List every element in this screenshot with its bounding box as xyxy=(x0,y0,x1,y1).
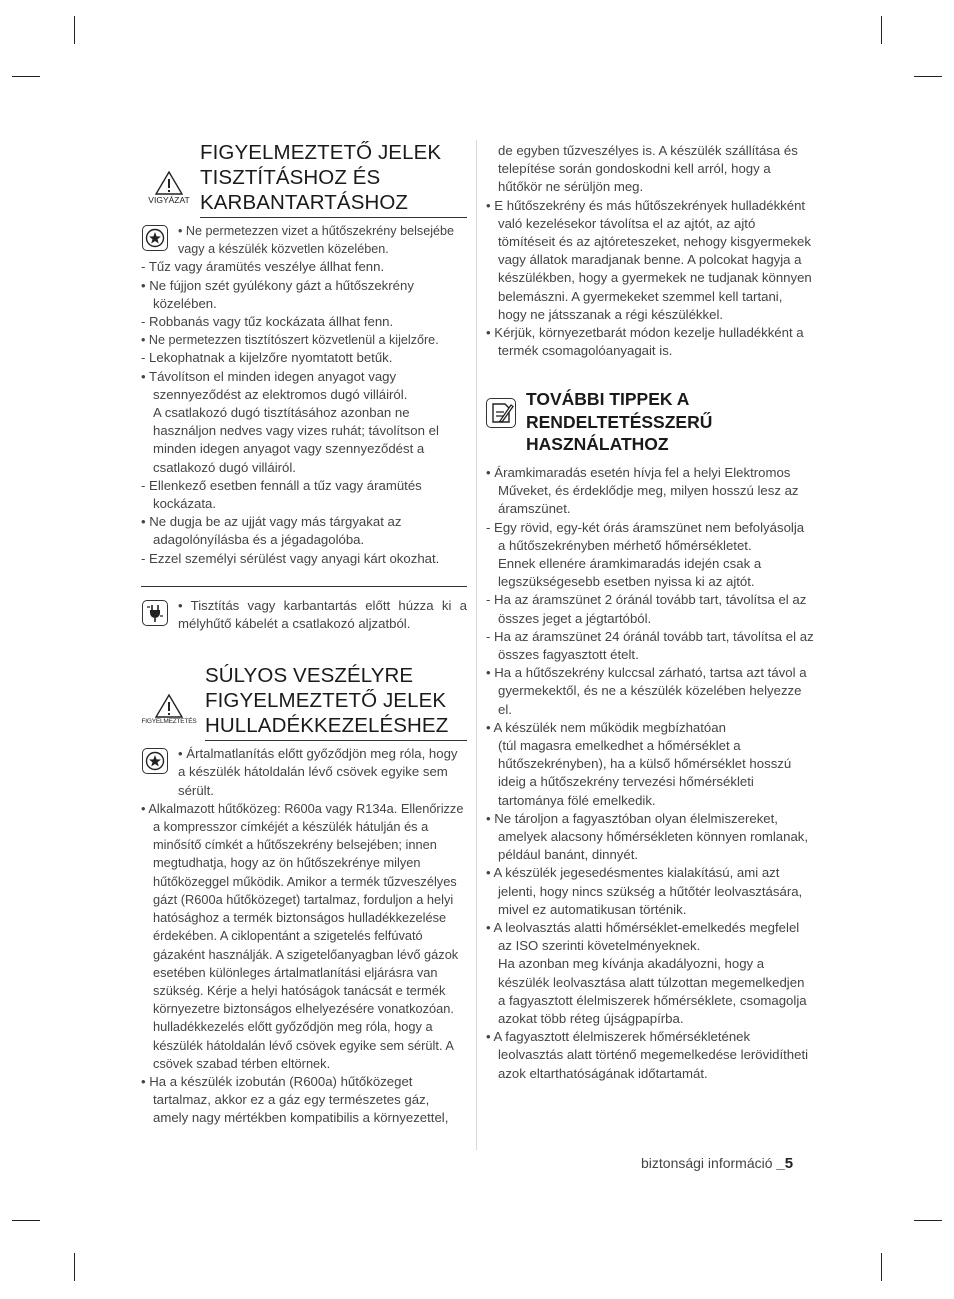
section-body xyxy=(486,197,814,361)
unplug-icon xyxy=(142,600,168,626)
unplug-note xyxy=(141,597,467,633)
list-item: Ha azonban meg kívánja akadályozni, hogy a készülék leolvasztása alatt túlzottan megemelkedjen a fagyasztott élelmiszerek hőmérséklete, csomagolja azokat több réteg újságpapírba. xyxy=(498,956,807,1027)
separator-rule xyxy=(141,586,467,587)
section-body xyxy=(486,464,814,1083)
list-item: - Ellenkező esetben fennáll a tűz vagy áramütés kockázata. xyxy=(141,477,422,512)
list-item: - Ha az áramszünet 24 óránál tovább tart, távolítsa el az összes fagyasztott ételt. xyxy=(486,628,814,662)
list-item: • Ártalmatlanítás előtt győződjön meg róla, hogy a készülék hátoldalán lévő csövek egyike sem sérült. xyxy=(178,746,458,798)
list-item: - Egy rövid, egy-két órás áramszünet nem befolyásolja a hűtőszekrényben mérhető hőmérsékletet. xyxy=(486,519,805,553)
crop-mark xyxy=(881,1253,882,1281)
crop-mark xyxy=(12,76,40,77)
crop-mark xyxy=(74,16,75,44)
list-item: • Ne permetezzen vizet a hűtőszekrény belsejébe vagy a készülék közvetlen közelében. xyxy=(178,224,455,257)
page-footer xyxy=(641,1155,793,1172)
paragraph: de egyben tűzveszélyes is. A készülék szállítása és telepítése során gondoskodni kell arról, hogy a hűtőkör ne sérüljön meg. xyxy=(498,143,798,195)
list-item: • A leolvasztás alatti hőmérséklet-emelkedés megfelel az ISO szerinti követelményeknek. xyxy=(486,920,800,954)
warning-triangle-icon xyxy=(141,171,197,205)
list-item: • Áramkimaradás esetén hívja fel a helyi Elektromos Műveket, és érdeklődje meg, milyen hosszú lesz az áramszünet. xyxy=(486,464,799,517)
list-item: • A készülék nem működik megbízhatóan xyxy=(486,719,726,735)
page-number: _5 xyxy=(776,1155,794,1172)
warning-caption: FIGYELMEZTETÉS xyxy=(141,718,197,726)
list-item: • Ha a hűtőszekrény kulccsal zárható, tartsa azt távol a gyermekektől, és ne a készülék közelében helyezze el. xyxy=(486,665,807,717)
star-icon xyxy=(142,748,168,774)
list-item: • Ha a készülék izobután (R600a) hűtőközeget tartalmaz, akkor ez a gáz egy természetes gáz, amely nagy mértékben kompatibilis a környezettel, xyxy=(141,1073,449,1126)
list-item: • Távolítson el minden idegen anyagot vagy szennyeződést az elektromos dugó villáiról. xyxy=(141,368,408,402)
list-item: • A készülék jegesedésmentes kialakítású, ami azt jelenti, hogy nincs szükség a hűtőtér leolvasztására, mivel ez automatikusan történik. xyxy=(486,865,803,917)
list-item: Ennek ellenére áramkimaradás idején csak a legszükségesebb esetben nyissa ki az ajtót. xyxy=(498,555,762,590)
crop-mark xyxy=(74,1253,75,1281)
crop-mark xyxy=(914,76,942,77)
list-item: - Ha az áramszünet 2 óránál tovább tart, távolítsa el az összes jeget a jégtartóból. xyxy=(486,592,807,626)
list-item: • Tisztítás vagy karbantartás előtt húzza ki a mélyhűtő kábelét a csatlakozó aljzatból. xyxy=(178,597,467,632)
crop-mark xyxy=(914,1220,942,1221)
section-title: FIGYELMEZTETŐ JELEK TISZTÍTÁSHOZ ÉS KARBANTARTÁSHOZ xyxy=(200,141,442,214)
footer-label: biztonsági információ xyxy=(641,1155,773,1171)
list-item: • Ne permetezzen tisztítószert közvetlenül a kijelzőre. xyxy=(141,333,439,348)
left-column xyxy=(141,140,467,1128)
section-heading-tips xyxy=(486,388,814,456)
list-item: • Ne tároljon a fagyasztóban olyan élelmiszereket, amelyek alacsony hőmérsékleten könnyen romlanak, például banánt, dinnyét. xyxy=(486,810,809,863)
list-item: - Ezzel személyi sérülést vagy anyagi kárt okozhat. xyxy=(141,550,440,566)
list-item: • Ne dugja be az ujját vagy más tárgyakat az adagolónyílásba és a jégadagolóba. xyxy=(141,514,402,548)
list-item: (túl magasra emelkedhet a hőmérséklet a hűtőszekrényben), ha a külső hőmérséklet hosszú ideig a hűtőszekrény tervezési hőmérsékleti tartománya fölé emelkedik. xyxy=(498,737,792,808)
list-item: • E hűtőszekrény és más hűtőszekrények hulladékként való kezelésekor távolítsa el az ajtót, az ajtó tömítéseit és az ajtóreteszeket, nehogy kisgyermekek vagy állatok maradjanak benne. A polcokat hagyja a készülékben, hogy a gyermekek ne tudjanak könnyen belemászni. A gyermekeket szemmel kell tartani, hogy ne játsszanak a régi készülékkel. xyxy=(486,197,812,322)
heading-rule xyxy=(200,217,467,218)
section-body xyxy=(141,745,467,1127)
list-item: • Ne fújjon szét gyúlékony gázt a hűtőszekrény közelében. xyxy=(141,277,414,311)
list-item: • A fagyasztott élelmiszerek hőmérsékletének leolvasztás alatt történő megemelkedése lerövidítheti azok eltarthatóságának időtartamát. xyxy=(486,1029,809,1081)
crop-mark xyxy=(881,16,882,44)
section-heading-cleaning xyxy=(141,140,467,218)
list-item: • Kérjük, környezetbarát módon kezelje hulladékként a termék csomagolóanyagait is. xyxy=(486,325,804,359)
column-divider xyxy=(476,140,477,1150)
list-item: - Robbanás vagy tűz kockázata állhat fenn. xyxy=(141,314,394,330)
section-heading-disposal xyxy=(141,663,467,741)
list-item: - Tűz vagy áramütés veszélye állhat fenn. xyxy=(141,259,385,275)
list-item: - Lekophatnak a kijelzőre nyomtatott betűk. xyxy=(141,350,393,366)
heading-rule xyxy=(205,740,467,741)
star-note xyxy=(141,222,467,258)
list-item: • Alkalmazott hűtőközeg: R600a vagy R134a. Ellenőrizze a kompresszor címkéjét a készülék hátulján és a minősítő címkét a hűtőszekrény belsejében; innen megtudhatja, hogy az ön hűtőszekrénye milyen hűtőközeggel működik. Amikor a termék tűzveszélyes gázt (R600a hűtőközeget) tartalmaz, forduljon a helyi hatósághoz a termék biztonságos hulladékkezelése érdekében. A ciklopentánt a szigetelés felfúvató gázaként használják. A szigetelőanyagban lévő gázok esetében különleges ártalmatlanítási eljárásra van szükség. Kérje a helyi hatóságok tanácsát e termék környezetre biztonságos elhelyezésére vonatkozóan. hulladékkezelés előtt győződjön meg róla, hogy a készülék hátoldalán lévő csövek egyike sem sérült. A csövek szabad térben eltörnek. xyxy=(141,800,464,1071)
star-note xyxy=(141,745,467,800)
section-title: TOVÁBBI TIPPEK A RENDELTETÉSSZERŰ HASZNÁLATHOZ xyxy=(526,389,713,455)
right-column xyxy=(486,140,814,1083)
warning-triangle-icon xyxy=(141,694,197,725)
warning-caption: VIGYÁZAT xyxy=(148,195,190,205)
section-body xyxy=(141,222,467,633)
star-icon xyxy=(142,225,168,251)
section-title: SÚLYOS VESZÉLYRE FIGYELMEZTETŐ JELEK HULLADÉKKEZELÉSHEZ xyxy=(205,664,449,738)
note-pencil-icon xyxy=(486,398,516,428)
continued-text xyxy=(486,142,814,197)
list-item: A csatlakozó dugó tisztításához azonban ne használjon nedves vagy vizes ruhát; távolítson el minden idegen anyagot vagy szennyeződést a csatlakozó dugó villáiról. xyxy=(153,405,439,475)
crop-mark xyxy=(12,1220,40,1221)
